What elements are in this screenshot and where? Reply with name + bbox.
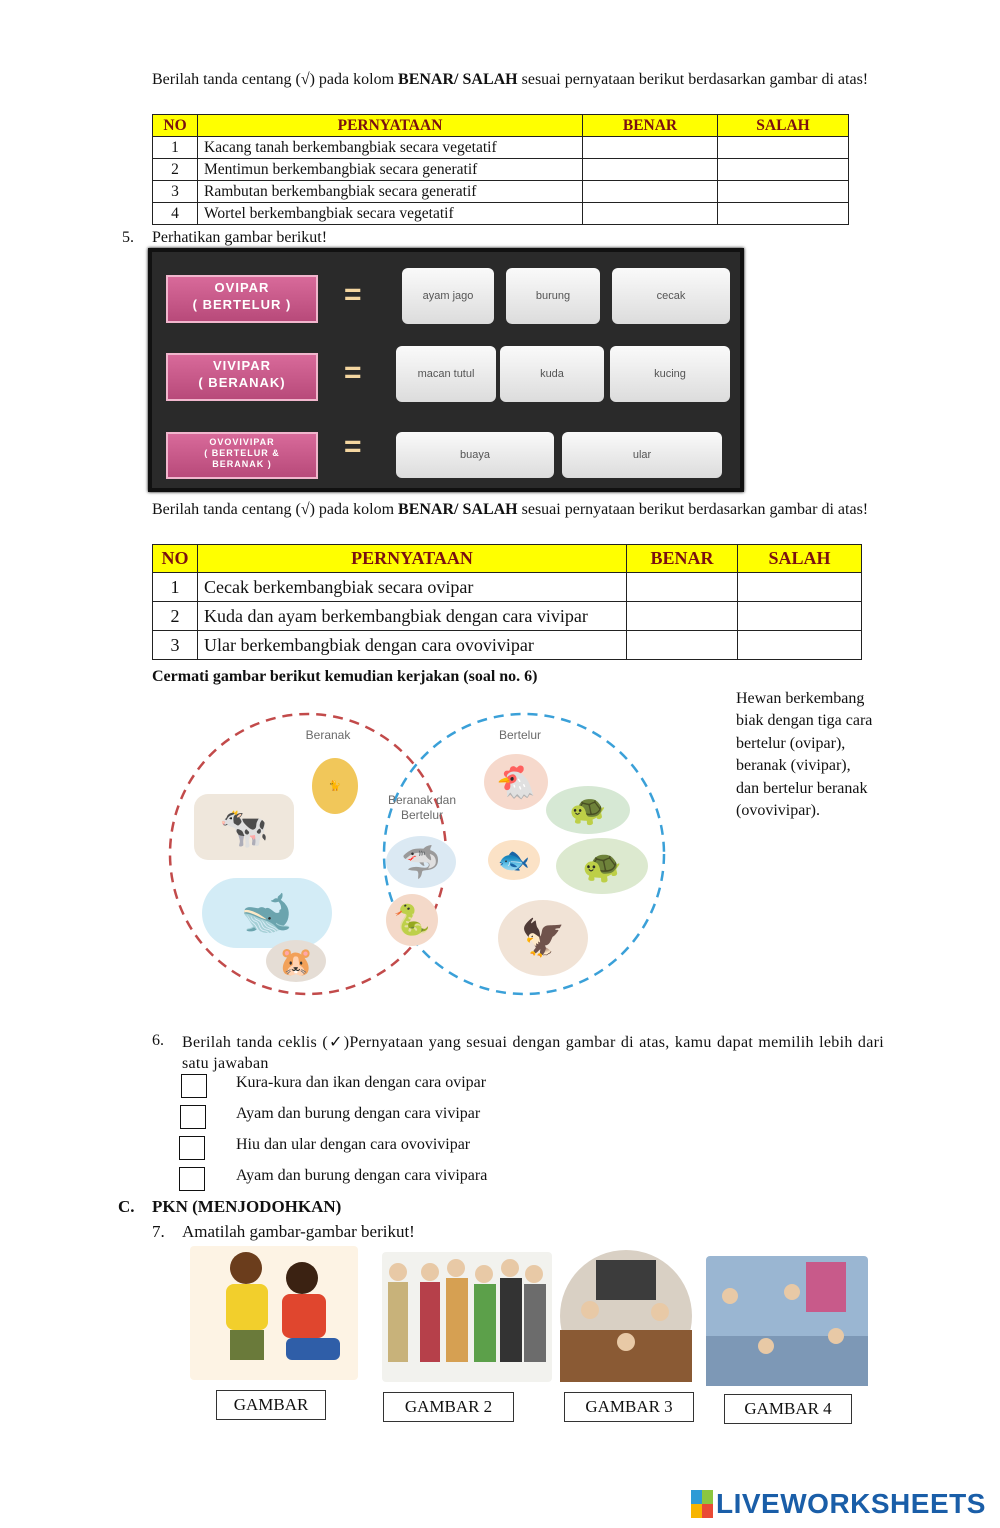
- venn-label-center: Beranak dan Bertelur: [387, 793, 457, 822]
- salah-cell[interactable]: [718, 159, 849, 181]
- benar-cell[interactable]: [627, 602, 738, 631]
- venn-diagram: [158, 708, 668, 1018]
- header-statement: PERNYATAAN: [198, 115, 583, 137]
- picture-label-3: GAMBAR 3: [564, 1392, 694, 1422]
- equals-sign: =: [344, 356, 362, 389]
- leopard-image: macan tutul: [396, 346, 496, 402]
- table-row: 2 Mentimun berkembangbiak secara generatif: [153, 159, 849, 181]
- table-row: 4 Wortel berkembangbiak secara vegetatif: [153, 203, 849, 225]
- snake-icon: 🐍: [386, 894, 438, 946]
- venn-label-left: Beranak: [305, 728, 351, 742]
- side-note: Hewan berkembang biak dengan tiga cara bertelur (ovipar), beranak (vivipar), dan bertelur beranak (ovovivipar).: [736, 690, 873, 820]
- q6-heading: Cermati gambar berikut kemudian kerjakan (soal no. 6): [152, 668, 538, 685]
- picture-1-helping-friend: [190, 1246, 358, 1380]
- hen-icon: 🐔: [484, 754, 548, 810]
- gecko-image: cecak: [612, 268, 730, 324]
- section-c-title: PKN (MENJODOHKAN): [152, 1197, 342, 1216]
- instruction-1: Berilah tanda centang (√) pada kolom BENAR/ SALAH sesuai pernyataan berikut berdasarkan gambar di atas!: [152, 71, 869, 88]
- picture-2-religious-figures: [382, 1252, 552, 1382]
- cow-icon: 🐄: [194, 794, 294, 860]
- q7-number: 7.: [152, 1222, 165, 1241]
- option-2-label: Ayam dan burung dengan cara vivipar: [236, 1105, 481, 1122]
- liveworksheets-brand: LIVEWORKSHEETS: [716, 1488, 986, 1519]
- salah-cell[interactable]: [718, 181, 849, 203]
- benar-cell[interactable]: [583, 137, 718, 159]
- bird-image: burung: [506, 268, 600, 324]
- header-statement: PERNYATAAN: [198, 545, 627, 573]
- table-row: 1 Cecak berkembangbiak secara ovipar: [153, 573, 862, 602]
- vivipar-label: VIVIPAR ( BERANAK): [166, 353, 318, 401]
- children-illustration: [190, 1246, 358, 1380]
- header-no: NO: [153, 115, 198, 137]
- header-no: NO: [153, 545, 198, 573]
- option-4-label: Ayam dan burung dengan cara vivipara: [236, 1167, 488, 1184]
- table-row: 3 Rambutan berkembangbiak secara generatif: [153, 181, 849, 203]
- shark-icon: 🦈: [386, 836, 456, 888]
- people-group-illustration: [382, 1252, 552, 1382]
- eagle-icon: 🦅: [498, 900, 588, 976]
- table-row: 3 Ular berkembangbiak dengan cara ovovivipar: [153, 631, 862, 660]
- benar-cell[interactable]: [583, 159, 718, 181]
- salah-cell[interactable]: [738, 602, 862, 631]
- option-1-checkbox[interactable]: [181, 1074, 207, 1098]
- goldfish-icon: 🐟: [488, 840, 540, 880]
- header-false: SALAH: [718, 115, 849, 137]
- cleaning-illustration: [706, 1256, 868, 1386]
- statement-table-1: [152, 114, 849, 225]
- picture-4-cleaning-class: [706, 1256, 868, 1386]
- q6-number: 6.: [152, 1032, 164, 1049]
- crocodile-image: buaya: [396, 432, 554, 478]
- horse-image: kuda: [500, 346, 604, 402]
- benar-cell[interactable]: [627, 573, 738, 602]
- equals-sign: =: [344, 430, 362, 463]
- q7-text: Amatilah gambar-gambar berikut!: [182, 1222, 415, 1241]
- ovovivipar-label: OVOVIVIPAR ( BERTELUR & BERANAK ): [166, 432, 318, 479]
- option-2-checkbox[interactable]: [180, 1105, 206, 1129]
- option-4-checkbox[interactable]: [179, 1167, 205, 1191]
- option-3-checkbox[interactable]: [179, 1136, 205, 1160]
- classroom-illustration: [560, 1250, 692, 1382]
- whale-icon: 🐋: [202, 878, 332, 948]
- ovipar-label: OVIPAR ( BERTELUR ): [166, 275, 318, 323]
- statement-table-2: [152, 544, 862, 660]
- picture-label-1: GAMBAR: [216, 1390, 326, 1420]
- benar-cell[interactable]: [583, 203, 718, 225]
- hamster-icon: 🐹: [266, 940, 326, 982]
- section-c-letter: C.: [118, 1197, 135, 1216]
- instruction-2: Berilah tanda centang (√) pada kolom BENAR/ SALAH sesuai pernyataan berikut berdasarkan gambar di atas!: [152, 501, 869, 518]
- salah-cell[interactable]: [738, 573, 862, 602]
- cat-image: kucing: [610, 346, 730, 402]
- picture-label-2: GAMBAR 2: [383, 1392, 514, 1422]
- table-row: 1 Kacang tanah berkembangbiak secara vegetatif: [153, 137, 849, 159]
- q5-number: 5.: [122, 229, 134, 246]
- snake-image: ular: [562, 432, 722, 478]
- header-false: SALAH: [738, 545, 862, 573]
- benar-cell[interactable]: [583, 181, 718, 203]
- tortoise-icon: 🐢: [556, 838, 648, 894]
- rooster-image: ayam jago: [402, 268, 494, 324]
- cat-icon: 🐈: [312, 758, 358, 814]
- q6-text: Berilah tanda ceklis (✓)Pernyataan yang sesuai dengan gambar di atas, kamu dapat memilih lebih dari satu jawaban: [182, 1034, 884, 1072]
- equals-sign: =: [344, 278, 362, 311]
- salah-cell[interactable]: [738, 631, 862, 660]
- header-true: BENAR: [583, 115, 718, 137]
- option-1-label: Kura-kura dan ikan dengan cara ovipar: [236, 1074, 487, 1091]
- venn-label-right: Bertelur: [498, 728, 542, 742]
- picture-3-classroom: [560, 1250, 692, 1382]
- liveworksheets-logo-icon: [691, 1490, 713, 1518]
- salah-cell[interactable]: [718, 137, 849, 159]
- salah-cell[interactable]: [718, 203, 849, 225]
- q5-text: Perhatikan gambar berikut!: [152, 229, 328, 246]
- header-true: BENAR: [627, 545, 738, 573]
- table-row: 2 Kuda dan ayam berkembangbiak dengan cara vivipar: [153, 602, 862, 631]
- reproduction-figure: [148, 248, 744, 492]
- turtle-icon: 🐢: [546, 786, 630, 834]
- picture-label-4: GAMBAR 4: [724, 1394, 852, 1424]
- option-3-label: Hiu dan ular dengan cara ovovivipar: [236, 1136, 471, 1153]
- benar-cell[interactable]: [627, 631, 738, 660]
